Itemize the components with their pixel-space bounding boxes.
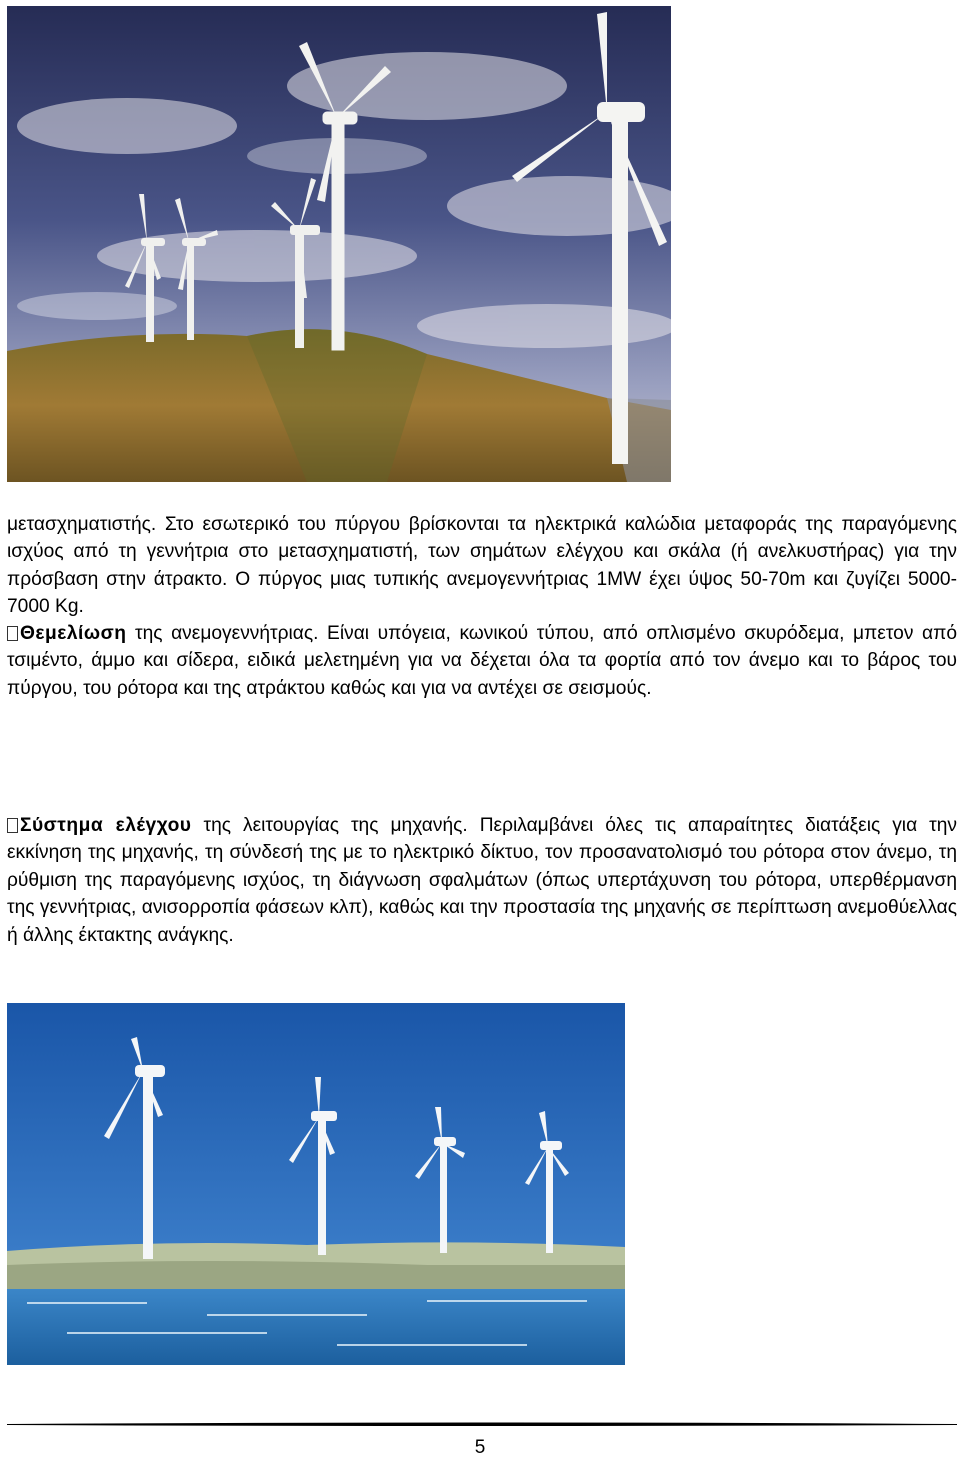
paragraph-text: μετασχηματιστής. Στο εσωτερικό του πύργου βρίσκονται τα ηλεκτρικά καλώδια μεταφοράς της παραγόμενης ισχύος από τη γεννήτρια στο μετασχηματιστή, των σημάτων ελέγχου και σκάλα (ή ανελκυστήρας) για την πρόσβαση στην άτρακτο. Ο πύργος μιας τυπικής ανεμογεννήτριας 1MW έχει ύψος 50-70m και ζυγίζει 5000-7000 Kg. <box>7 514 957 618</box>
paragraph-foundation <box>7 620 957 702</box>
paragraph-tower <box>7 511 957 621</box>
paragraph-text: της ανεμογεννήτριας. Είναι υπόγεια, κωνικού τύπου, από οπλισμένο σκυρόδεμα, μπετον από τσιμέντο, άμμο και σίδερα, ειδικά μελετημένη για να δέχεται όλα τα φορτία από τον άνεμο και το βάρος του πύργου, του ρότορα και της ατράκτου καθώς και για να αντέχει σε σεισμούς. <box>7 623 957 699</box>
wind-turbines-coast-photo <box>7 1003 625 1365</box>
checkbox-bullet-icon <box>7 626 18 641</box>
paragraph-term: Θεμελίωση <box>20 623 127 644</box>
paragraph-text: της λειτουργίας της μηχανής. Περιλαμβάνει όλες τις απαραίτητες διατάξεις για την εκκίνηση της μηχανής, τη σύνδεσή της με το ηλεκτρικό δίκτυο, τον προσανατολισμό του ρότορα στον άνεμο, τη ρύθμιση της παραγόμενης ισχύος, τη διάγνωση σφαλμάτων (όπως υπερτάχυνση του ρότορα, υπερθέρμανση της γεννήτριας, ανισορροπία φάσεων κλπ), καθώς και την προστασία της μηχανής σε περίπτωση ανεμοθύελλας ή άλλης έκτακτης ανάγκης. <box>7 815 958 946</box>
footer-rule <box>7 1422 957 1426</box>
checkbox-bullet-icon <box>7 818 18 833</box>
wind-turbines-hill-photo <box>7 6 671 482</box>
paragraph-term: Σύστημα ελέγχου <box>20 815 192 836</box>
page-number: 5 <box>474 1437 486 1458</box>
paragraph-control-system <box>7 812 957 949</box>
